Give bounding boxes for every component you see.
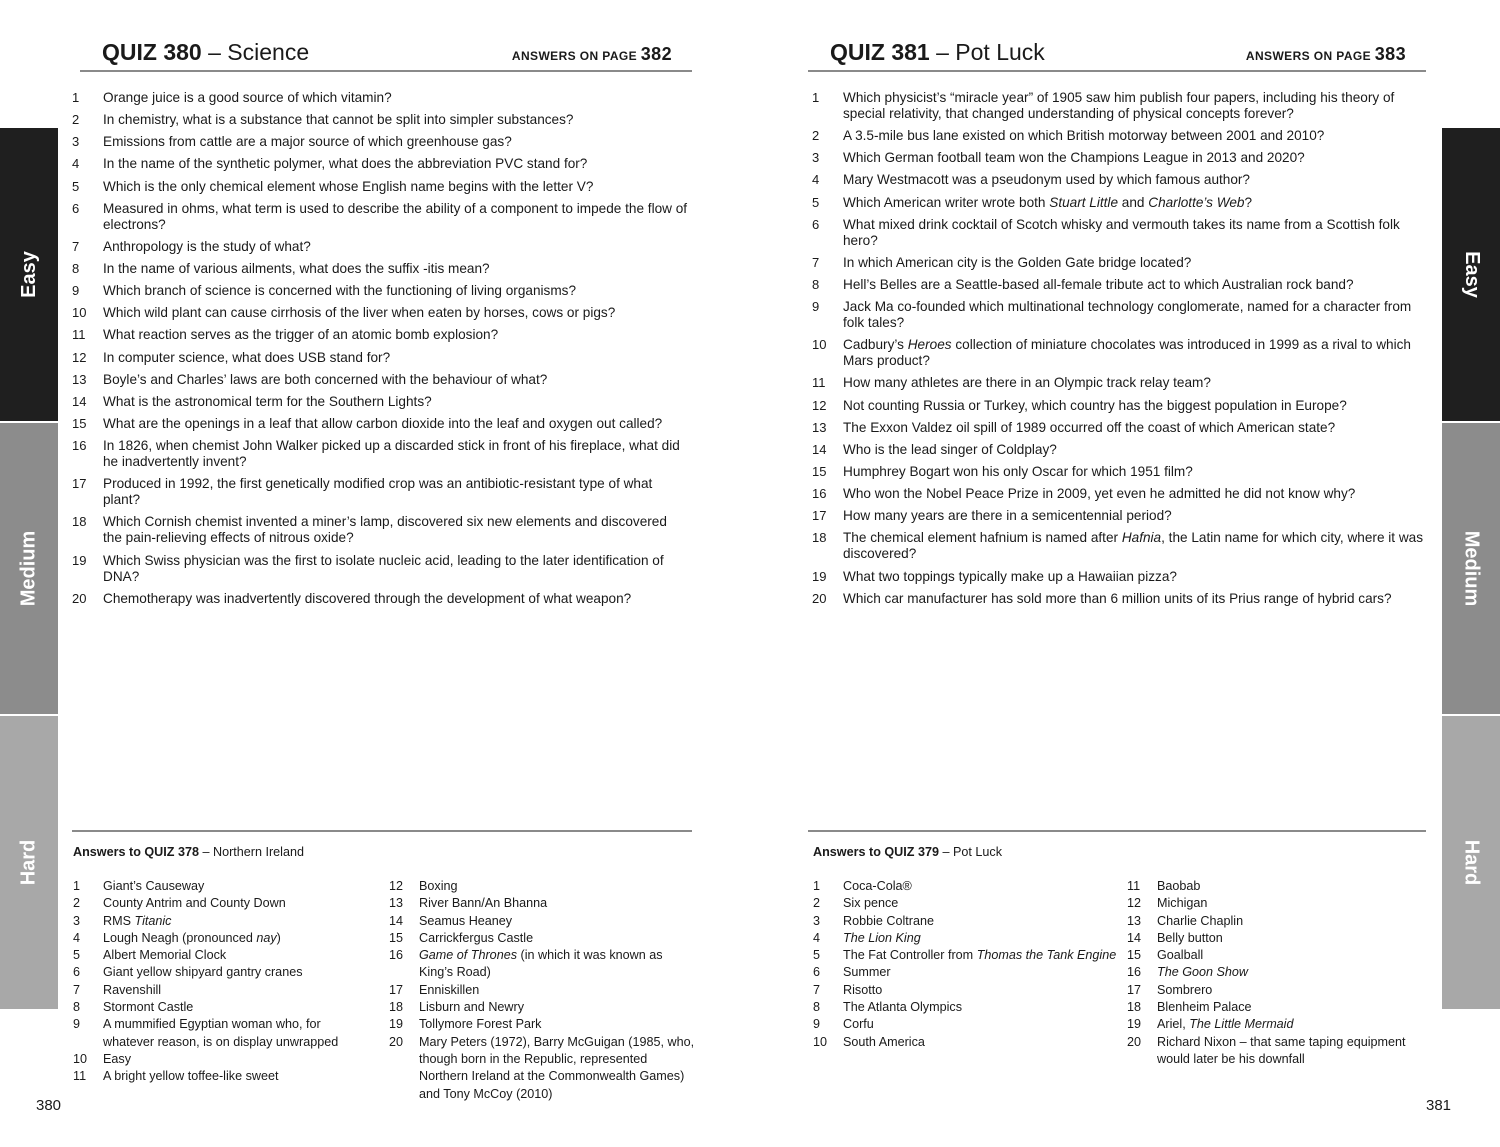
difficulty-tab-easy [1442,128,1500,421]
question-number: 5 [72,178,80,194]
question-text: Which is the only chemical element whose English name begins with the letter V? [103,178,594,194]
question-text: Which Swiss physician was the first to isolate nucleic acid, leading to the later identification of DNA? [103,552,664,584]
question-text: What two toppings typically make up a Hawaiian pizza? [843,568,1177,584]
answer-text: Stormont Castle [103,1000,194,1015]
answer-item [389,999,699,1016]
answer-text: Lisburn and Newry [419,1000,524,1015]
quiz-header [80,38,692,72]
answer-text: Blenheim Palace [1157,1000,1252,1015]
answer-item [1127,895,1427,912]
answer-item [73,1051,373,1068]
question-text: The chemical element hafnium is named after Hafnia, the Latin name for which city, where it was discovered? [843,530,1424,562]
answer-number: 12 [1127,896,1142,911]
answer-item [389,947,699,982]
question-number: 6 [812,216,820,232]
answer-item [813,947,1117,964]
question-number: 12 [72,349,87,365]
answer-text: Summer [843,965,891,980]
question-number: 4 [812,172,820,188]
question-number: 6 [72,200,80,216]
question-number: 9 [812,299,820,315]
section-divider [808,830,1426,832]
section-divider [72,830,692,832]
answers-title-quiz: Answers to QUIZ 379 [813,845,939,859]
question-text: What mixed drink cocktail of Scotch whisky and vermouth takes its name from a Scottish folk hero? [843,216,1400,248]
answer-number: 18 [1127,1000,1142,1015]
question-item [812,508,1430,524]
answer-text: Sombrero [1157,982,1213,997]
answer-text: Mary Peters (1972), Barry McGuigan (1985, who, though born in the Republic, represented Northern Ireland at the Commonwealth Games) and Tony McCoy (2010) [419,1034,695,1101]
answers-column-2 [389,878,699,1103]
question-number: 19 [812,568,827,584]
question-item [812,591,1430,607]
question-number: 8 [72,260,80,276]
question-number: 12 [812,397,827,413]
answer-number: 15 [389,930,404,945]
answer-number: 7 [813,982,821,997]
answer-number: 10 [73,1051,88,1066]
answer-text: South America [843,1034,925,1049]
question-item [812,277,1430,293]
question-number: 4 [72,156,80,172]
question-text: Orange juice is a good source of which vitamin? [103,90,392,105]
question-text: What reaction serves as the trigger of an atomic bomb explosion? [103,327,499,343]
answer-item [73,982,373,999]
quiz-title [102,39,309,66]
answer-item [1127,964,1427,981]
answer-text: Ariel, The Little Mermaid [1157,1017,1294,1032]
answer-number: 2 [813,896,821,911]
answer-text: Corfu [843,1017,874,1032]
right-page [750,0,1500,1147]
question-number: 1 [812,90,820,105]
answer-item [813,913,1117,930]
question-item [812,150,1430,166]
question-text: Who is the lead singer of Coldplay? [843,441,1057,457]
question-item [72,438,688,470]
answer-number: 13 [1127,913,1142,928]
quiz-title-separator: – [201,39,228,65]
question-item [72,372,688,388]
question-number: 14 [812,441,827,457]
answers-title-quiz: Answers to QUIZ 378 [73,845,199,859]
question-number: 15 [812,463,827,479]
answer-text: RMS Titanic [103,913,172,928]
question-text: Which car manufacturer has sold more than 6 million units of its Prius range of hybrid cars? [843,590,1392,606]
answer-number: 18 [389,1000,404,1015]
question-number: 3 [812,150,820,166]
difficulty-tab-easy [0,128,58,421]
question-text: Which German football team won the Champions League in 2013 and 2020? [843,150,1305,166]
answer-item [1127,930,1427,947]
answer-text: Baobab [1157,879,1201,893]
difficulty-tab-medium [0,423,58,714]
question-number: 10 [72,305,87,321]
question-item [812,172,1430,188]
answer-number: 2 [73,896,81,911]
difficulty-tab-hard [1442,716,1500,1009]
quiz-number: QUIZ 381 [830,39,930,65]
answer-item [73,947,373,964]
question-item [812,375,1430,391]
question-text: Cadbury’s Heroes collection of miniature chocolates was introduced in 1999 as a rival to which Mars product? [843,337,1411,369]
answers-title-topic: – Pot Luck [938,845,1002,859]
answer-text: Coca-Cola® [843,879,912,893]
question-item [812,90,1430,122]
answer-number: 17 [389,982,404,997]
answer-number: 4 [73,930,81,945]
quiz-topic: Science [227,39,310,65]
answer-item [1127,982,1427,999]
quiz-topic: Pot Luck [955,39,1045,65]
question-number: 5 [812,194,820,210]
answer-text: Richard Nixon – that same taping equipment would later be his downfall [1157,1034,1406,1066]
question-list [812,90,1430,613]
answer-text: A bright yellow toffee-like sweet [103,1069,279,1084]
answer-text: Easy [103,1051,131,1066]
answer-number: 14 [1127,930,1142,945]
answer-number: 13 [389,896,404,911]
question-item [72,394,688,410]
question-text: Who won the Nobel Peace Prize in 2009, yet even he admitted he did not know why? [843,486,1356,502]
answer-text: The Goon Show [1157,965,1249,980]
question-item [72,476,688,508]
question-text: Which wild plant can cause cirrhosis of the liver when eaten by horses, cows or pigs? [103,305,616,321]
question-item [72,201,688,233]
answer-number: 12 [389,879,404,893]
answer-item [813,1034,1117,1051]
question-item [812,530,1430,562]
answer-number: 3 [813,913,821,928]
answer-number: 6 [73,965,81,980]
tab-label: Hard [1460,839,1483,886]
question-text: In the name of the synthetic polymer, what does the abbreviation PVC stand for? [103,156,588,172]
answer-number: 17 [1127,982,1142,997]
answer-item [389,913,699,930]
answer-number: 9 [813,1017,821,1032]
answer-item [389,982,699,999]
answer-item [73,878,373,895]
question-text: The Exxon Valdez oil spill of 1989 occurred off the coast of which American state? [843,419,1336,435]
question-number: 7 [72,238,80,254]
question-item [812,486,1430,502]
answer-text: Giant yellow shipyard gantry cranes [103,965,303,980]
quiz-title [830,39,1045,66]
answer-text: Charlie Chaplin [1157,913,1244,928]
question-item [812,464,1430,480]
question-number: 20 [72,590,87,606]
question-text: In the name of various ailments, what does the suffix -itis mean? [103,260,490,276]
answer-number: 14 [389,913,404,928]
question-number: 2 [812,128,820,144]
answer-item [73,999,373,1016]
question-list [72,90,688,613]
question-item [812,128,1430,144]
question-number: 18 [72,514,87,530]
question-item [72,327,688,343]
answer-item [389,1016,699,1033]
question-text: Jack Ma co-founded which multinational technology conglomerate, named for a character from folk tales? [843,299,1412,331]
answer-number: 5 [813,948,821,963]
answer-item [389,1034,699,1103]
answer-number: 16 [1127,965,1142,980]
answer-number: 8 [813,1000,821,1015]
question-text: Humphrey Bogart won his only Oscar for which 1951 film? [843,463,1193,479]
question-number: 16 [812,486,827,502]
answer-item [813,878,1117,895]
quiz-title-separator: – [929,39,956,65]
question-item [72,112,688,128]
question-item [812,398,1430,414]
answer-item [1127,913,1427,930]
question-text: Chemotherapy was inadvertently discovered through the development of what weapon? [103,590,632,606]
question-item [812,299,1430,331]
answer-text: Risotto [843,982,883,997]
quiz-number: QUIZ 380 [102,39,202,65]
tab-label: Easy [17,251,40,298]
question-number: 19 [72,552,87,568]
question-number: 16 [72,438,87,454]
question-item [812,195,1430,211]
answer-item [73,1016,373,1051]
question-number: 18 [812,530,827,546]
answer-number: 3 [73,913,81,928]
answer-text: Seamus Heaney [419,913,513,928]
question-text: Emissions from cattle are a major source of which greenhouse gas? [103,134,512,150]
question-number: 20 [812,590,827,606]
answer-item [813,895,1117,912]
question-text: What are the openings in a leaf that allow carbon dioxide into the leaf and oxygen out called? [103,415,663,431]
answer-number: 1 [813,879,821,893]
difficulty-tab-hard [0,716,58,1009]
question-text: In 1826, when chemist John Walker picked up a discarded stick in front of his fireplace, what did he inadvertently invent? [103,438,680,470]
question-number: 1 [72,90,80,105]
answer-text: The Lion King [843,930,921,945]
question-text: Mary Westmacott was a pseudonym used by which famous author? [843,172,1250,188]
question-text: Measured in ohms, what term is used to describe the ability of a component to impede the flow of electrons? [103,200,688,232]
answer-text: Goalball [1157,948,1204,963]
answer-text: Carrickfergus Castle [419,930,534,945]
question-text: Anthropology is the study of what? [103,238,311,254]
answer-text: The Fat Controller from Thomas the Tank Engine [843,948,1117,963]
answers-reference [512,44,672,65]
answers-column-1 [73,878,373,1086]
question-text: How many years are there in a semicentennial period? [843,508,1172,524]
tab-label: Hard [17,839,40,886]
question-item [812,442,1430,458]
answer-text: Giant’s Causeway [103,879,205,893]
answer-item [73,913,373,930]
answer-text: Game of Thrones (in which it was known as King’s Road) [419,948,663,980]
answers-reference [1246,44,1406,65]
question-number: 13 [72,371,87,387]
quiz-header [808,38,1426,72]
question-item [812,337,1430,369]
question-number: 7 [812,254,820,270]
answer-number: 6 [813,965,821,980]
question-item [72,553,688,585]
question-item [72,90,688,106]
question-item [72,283,688,299]
answer-item [813,964,1117,981]
answer-number: 15 [1127,948,1142,963]
answer-item [73,930,373,947]
answer-number: 7 [73,982,81,997]
question-text: What is the astronomical term for the Southern Lights? [103,393,432,409]
question-item [72,514,688,546]
question-item [72,350,688,366]
answer-item [389,878,699,895]
answer-number: 20 [389,1034,404,1049]
answer-item [1127,1016,1427,1033]
answer-item [813,999,1117,1016]
answer-item [1127,999,1427,1016]
question-item [72,156,688,172]
answer-text: Albert Memorial Clock [103,948,227,963]
question-text: In computer science, what does USB stand for? [103,349,391,365]
answer-text: Enniskillen [419,982,480,997]
question-text: How many athletes are there in an Olympic track relay team? [843,375,1211,391]
answer-item [73,964,373,981]
question-item [72,261,688,277]
answer-text: Six pence [843,896,899,911]
question-number: 10 [812,337,827,353]
tab-label: Medium [1460,530,1483,607]
question-item [812,217,1430,249]
question-text: Hell’s Belles are a Seattle-based all-female tribute act to which Australian rock band? [843,276,1354,292]
question-text: In chemistry, what is a substance that cannot be split into simpler substances? [103,112,574,128]
question-text: Not counting Russia or Turkey, which country has the biggest population in Europe? [843,397,1347,413]
answer-text: Robbie Coltrane [843,913,935,928]
answer-number: 4 [813,930,821,945]
answer-number: 8 [73,1000,81,1015]
answer-text: County Antrim and County Down [103,896,286,911]
question-number: 11 [72,327,86,343]
question-item [812,569,1430,585]
answer-text: Lough Neagh (pronounced nay) [103,930,281,945]
difficulty-tab-medium [1442,423,1500,714]
question-number: 17 [812,508,827,524]
answers-title [73,845,304,859]
question-item [72,134,688,150]
answer-number: 5 [73,948,81,963]
question-number: 9 [72,283,80,299]
question-item [72,416,688,432]
tab-label: Medium [17,530,40,607]
answer-number: 9 [73,1017,81,1032]
question-number: 13 [812,419,827,435]
answer-item [1127,878,1427,895]
answer-number: 10 [813,1034,828,1049]
answer-text: Ravenshill [103,982,162,997]
answer-number: 1 [73,879,81,893]
question-number: 14 [72,393,87,409]
question-text: Which Cornish chemist invented a miner’s lamp, discovered six new elements and discovered the pain-relieving effects of nitrous oxide? [103,514,667,546]
answer-text: The Atlanta Olympics [843,1000,962,1015]
answer-number: 19 [1127,1017,1142,1032]
answer-number: 19 [389,1017,404,1032]
answers-column-2 [1127,878,1427,1068]
answer-text: A mummified Egyptian woman who, for whatever reason, is on display unwrapped [103,1017,339,1049]
answer-number: 16 [389,948,404,963]
answers-reference-label: ANSWERS ON PAGE [1245,49,1375,63]
question-text: Which physicist’s “miracle year” of 1905 saw him publish four papers, including his theory of special relativity, that changed understanding of physical concepts forever? [843,90,1395,121]
question-number: 8 [812,276,820,292]
answer-item [813,982,1117,999]
question-text: In which American city is the Golden Gate bridge located? [843,254,1192,270]
answer-number: 11 [1127,879,1141,893]
question-item [812,255,1430,271]
tab-label: Easy [1460,251,1483,298]
question-item [72,305,688,321]
question-number: 3 [72,134,80,150]
answer-item [73,1068,373,1085]
question-text: Produced in 1992, the first genetically modified crop was an antibiotic-resistant type of what plant? [103,476,653,508]
answer-number: 11 [73,1069,87,1084]
answer-text: Michigan [1157,896,1208,911]
question-item [72,591,688,607]
answers-reference-page: 382 [640,44,672,64]
answer-item [813,1016,1117,1033]
question-item [72,239,688,255]
question-item [72,179,688,195]
question-text: Boyle’s and Charles’ laws are both concerned with the behaviour of what? [103,371,548,387]
answers-reference-page: 383 [1374,44,1406,64]
answers-title-topic: – Northern Ireland [198,845,304,859]
answers-reference-label: ANSWERS ON PAGE [511,49,641,63]
answers-title [813,845,1002,859]
question-number: 11 [812,375,826,391]
page-number: 380 [36,1097,62,1114]
question-number: 2 [72,112,80,128]
answer-item [1127,947,1427,964]
answer-item [389,895,699,912]
answer-number: 20 [1127,1034,1142,1049]
question-number: 17 [72,476,87,492]
answer-item [389,930,699,947]
question-item [812,420,1430,436]
answer-text: Tollymore Forest Park [419,1017,542,1032]
question-number: 15 [72,415,87,431]
page-number: 381 [1426,1097,1452,1114]
answer-text: Boxing [419,879,458,893]
answer-text: River Bann/An Bhanna [419,896,548,911]
answer-item [73,895,373,912]
answers-column-1 [813,878,1117,1051]
question-text: Which American writer wrote both Stuart Little and Charlotte’s Web? [843,194,1253,210]
question-text: A 3.5-mile bus lane existed on which British motorway between 2001 and 2010? [843,128,1325,144]
answer-item [813,930,1117,947]
answer-text: Belly button [1157,930,1223,945]
question-text: Which branch of science is concerned with the functioning of living organisms? [103,283,577,299]
answer-item [1127,1034,1427,1069]
